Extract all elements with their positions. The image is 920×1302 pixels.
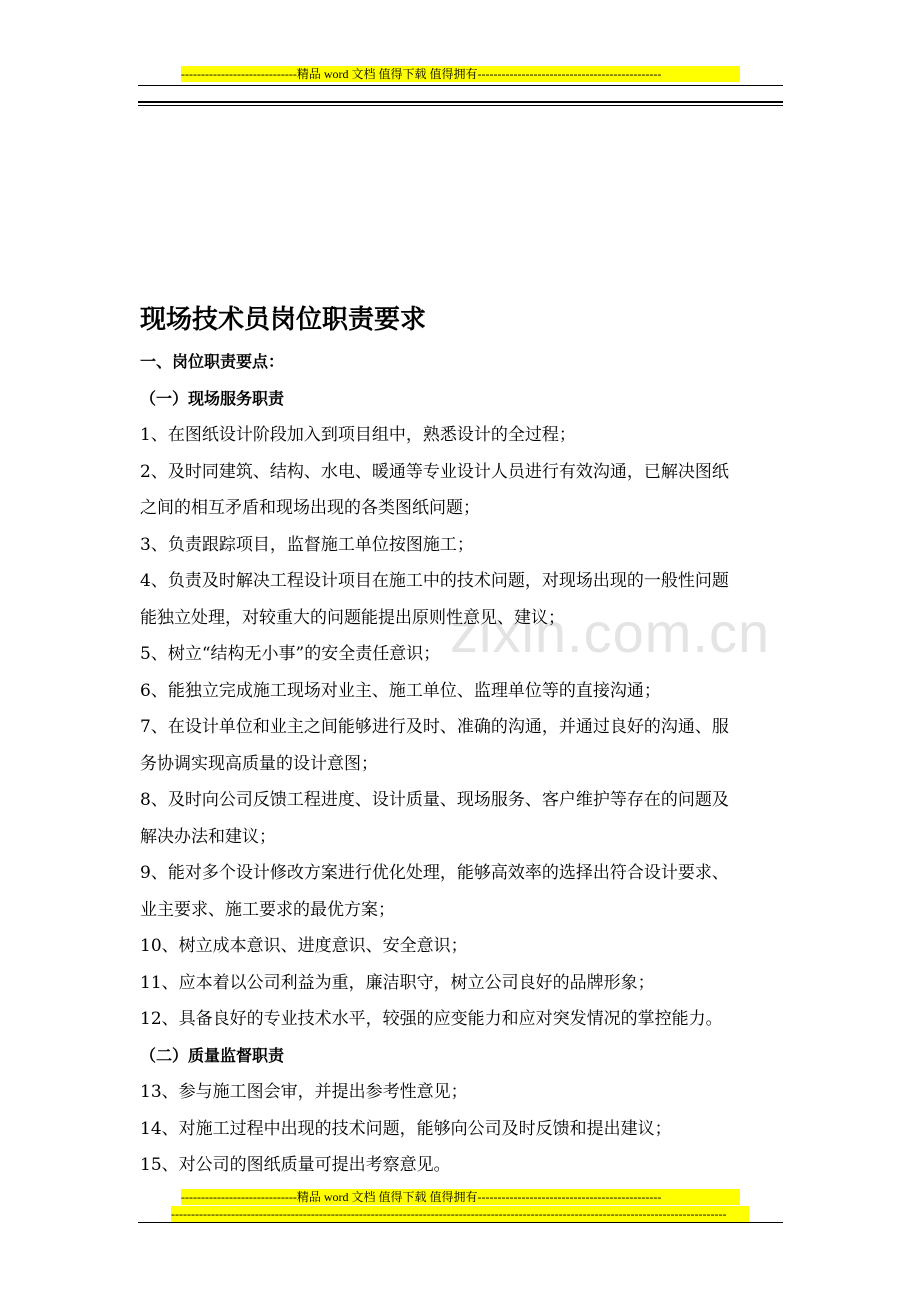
document-body	[140, 300, 790, 1184]
paragraph-line: 5、树立“结构无小事”的安全责任意识；	[140, 644, 441, 664]
paragraph-line: 9、能对多个设计修改方案进行优化处理，能够高效率的选择出符合设计要求、	[140, 863, 729, 883]
header-rule	[138, 85, 783, 86]
paragraph-line: 14、对施工过程中出现的技术问题，能够向公司及时反馈和提出建议；	[140, 1118, 672, 1139]
paragraph-line: 解决办法和建议；	[140, 826, 276, 847]
footer-banner-dashes: -------------------------------------------------------------------------------------------------------------------------------------------	[171, 1206, 749, 1222]
footer-rule	[138, 1222, 783, 1223]
paragraph-line: 6、能独立完成施工现场对业主、施工单位、监理单位等的直接沟通；	[140, 680, 661, 701]
paragraph-line: 13、参与施工图会审，并提出参考性意见；	[140, 1082, 468, 1102]
paragraph-line: 务协调实现高质量的设计意图；	[140, 753, 378, 774]
paragraph-line: 1、在图纸设计阶段加入到项目组中，熟悉设计的全过程；	[140, 425, 576, 445]
paragraph-line: 之间的相互矛盾和现场出现的各类图纸问题；	[140, 498, 480, 518]
paragraph-line: 12、具备良好的专业技术水平，较强的应变能力和应对突发情况的掌控能力。	[140, 1009, 723, 1029]
paragraph-line: 15、对公司的图纸质量可提出考察意见。	[140, 1155, 451, 1175]
subsection-heading: （二）质量监督职责	[140, 1045, 285, 1065]
paragraph-line: 8、及时向公司反馈工程进度、设计质量、现场服务、客户维护等存在的问题及	[140, 790, 729, 810]
paragraph-line: 4、负责及时解决工程设计项目在施工中的技术问题，对现场出现的一般性问题	[140, 571, 729, 591]
header-double-rule-thick	[138, 101, 783, 103]
header-banner: -----------------------------精品 word 文档 值得下载 值得拥有----------------------------------------------	[181, 66, 740, 82]
paragraph-line: 2、及时同建筑、结构、水电、暖通等专业设计人员进行有效沟通，已解决图纸	[140, 461, 729, 482]
paragraph-line: 业主要求、施工要求的最优方案；	[140, 899, 395, 920]
document-title: 现场技术员岗位职责要求	[140, 305, 427, 335]
paragraph-line: 11、应本着以公司利益为重，廉洁职守，树立公司良好的品牌形象；	[140, 972, 655, 993]
footer-banner: -----------------------------精品 word 文档 值得下载 值得拥有----------------------------------------------	[181, 1189, 740, 1205]
watermark: zixin.com.cn	[450, 601, 771, 664]
section-heading: 一、岗位职责要点：	[140, 352, 285, 371]
paragraph-line: 3、负责跟踪项目，监督施工单位按图施工；	[140, 534, 474, 555]
subsection-heading: （一）现场服务职责	[140, 388, 285, 408]
paragraph-line: 能独立处理，对较重大的问题能提出原则性意见、建议；	[140, 607, 565, 628]
paragraph-line: 7、在设计单位和业主之间能够进行及时、准确的沟通，并通过良好的沟通、服	[140, 717, 729, 737]
paragraph-line: 10、树立成本意识、进度意识、安全意识；	[140, 936, 468, 956]
header-double-rule-thin	[138, 105, 783, 106]
